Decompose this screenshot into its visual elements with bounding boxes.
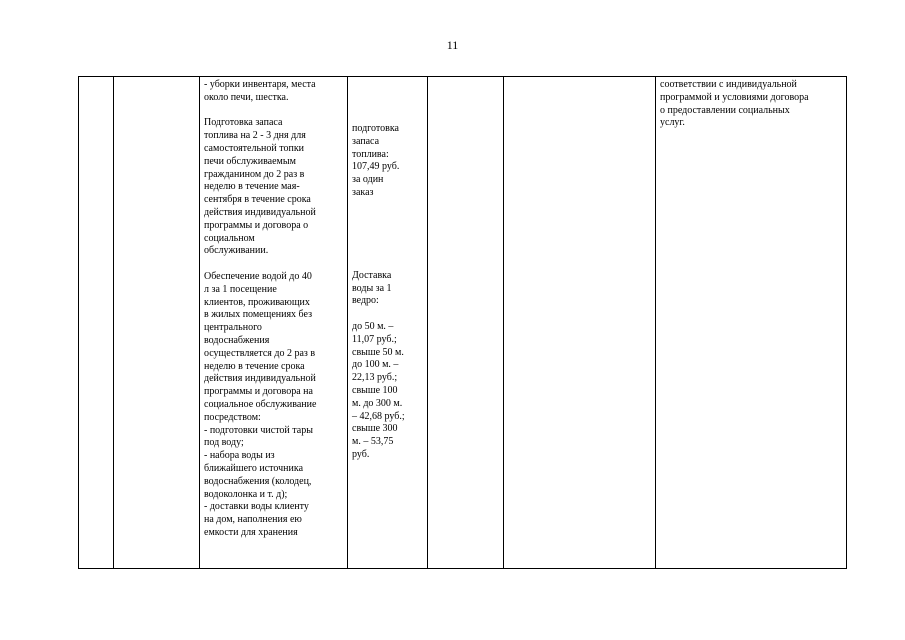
conditions-text: соответствии с индивидуальной программой и условиями договора о предоставлении социальных услуг. bbox=[660, 79, 809, 129]
description-cleaning: - уборки инвентаря, места около печи, шестка. bbox=[204, 79, 316, 103]
cell-empty-1 bbox=[428, 77, 504, 569]
description-water: Обеспечение водой до 40 л за 1 посещение клиентов, проживающих в жилых помещениях без центрального водоснабжения осуществляется до 2 раз в неделю в течение срока действия индивидуальной программы и договора на социальное обслуживание посредством: - подготовки чистой тары под воду; - набора воды из ближайшего источника водоснабжения (колодец, водоколонка и т. д); - доставки воды клиенту на дом, наполнения ею емкости для хранения bbox=[204, 270, 317, 538]
cell-conditions bbox=[656, 77, 847, 569]
table-row bbox=[79, 77, 847, 569]
cell-empty-2 bbox=[504, 77, 656, 569]
cell-service-name bbox=[114, 77, 200, 569]
services-table bbox=[78, 76, 847, 569]
tariff-fuel: подготовка запаса топлива: 107,49 руб. за один заказ bbox=[352, 123, 400, 198]
tariff-water-rates: до 50 м. – 11,07 руб.; свыше 50 м. до 100 м. – 22,13 руб.; свыше 100 м. до 300 м. – 42,68 руб.; свыше 300 м. – 53,75 руб. bbox=[352, 320, 405, 460]
cell-number bbox=[79, 77, 114, 569]
cell-service-description bbox=[200, 77, 348, 569]
tariff-water-header: Доставка воды за 1 ведро: bbox=[352, 269, 392, 307]
description-fuel: Подготовка запаса топлива на 2 - 3 дня для самостоятельной топки печи обслуживаемым гражданином до 2 раз в неделю в течение мая- сентября в течение срока действия индивидуальной программы и договора о социальном обслуживании. bbox=[204, 117, 316, 257]
page-number: 11 bbox=[446, 38, 459, 52]
cell-tariff bbox=[348, 77, 428, 569]
